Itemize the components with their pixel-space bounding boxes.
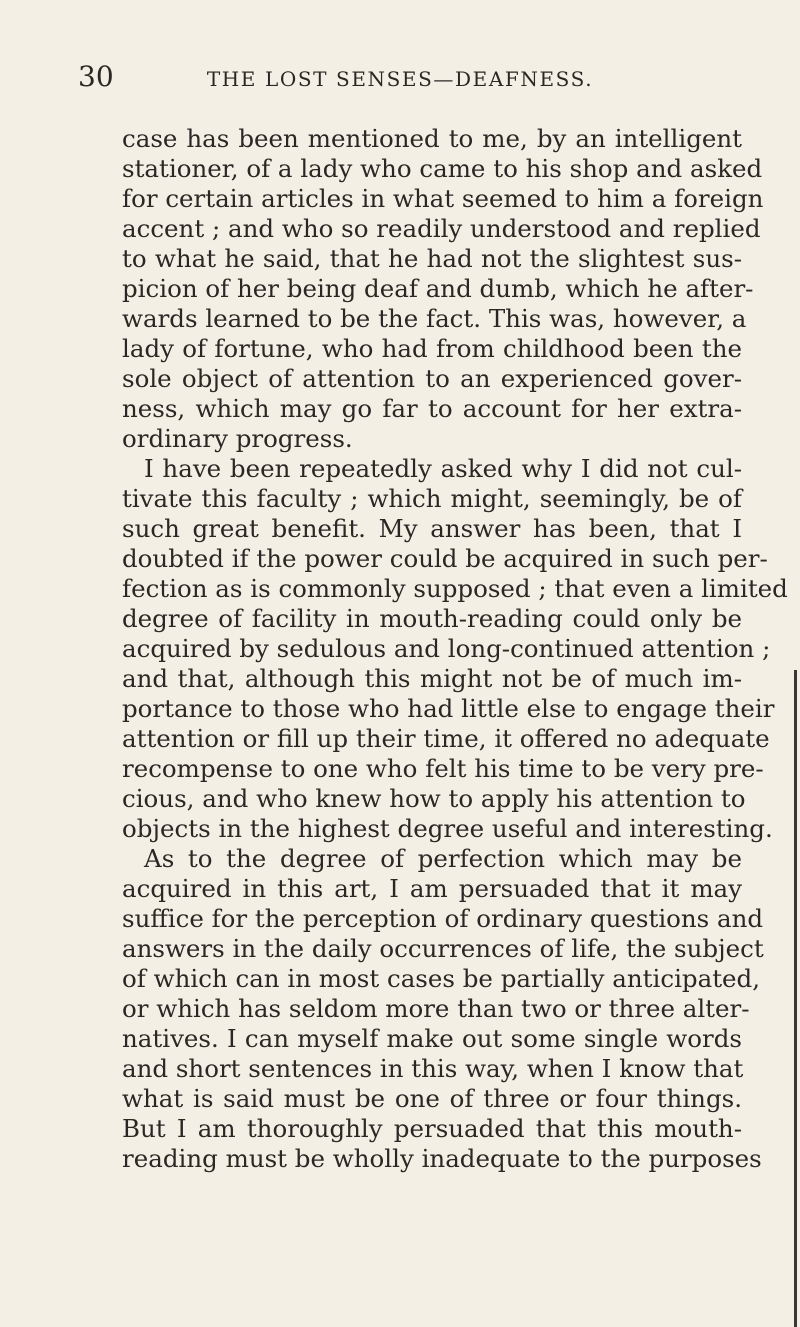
text-line: acquired by sedulous and long-continued attention ; bbox=[122, 634, 771, 663]
text-line: accent ; and who so readily understood and replied bbox=[122, 214, 761, 243]
text-line: for certain articles in what seemed to him a foreign bbox=[122, 184, 764, 213]
text-line: ness, which may go far to account for her extra- bbox=[122, 394, 742, 423]
text-line: case has been mentioned to me, by an intelligent bbox=[122, 124, 742, 153]
text-line: of which can in most cases be partially anticipated, bbox=[122, 964, 761, 993]
text-line: suffice for the perception of ordinary questions and bbox=[122, 904, 764, 933]
text-line: stationer, of a lady who came to his shop and asked bbox=[122, 154, 763, 183]
running-head: THE LOST SENSES—DEAFNESS. bbox=[206, 67, 594, 91]
text-line: ordinary progress. bbox=[122, 424, 353, 453]
text-line: cious, and who knew how to apply his attention to bbox=[122, 784, 746, 813]
page-edge-shadow bbox=[794, 670, 797, 1327]
text-line: As to the degree of perfection which may be bbox=[144, 844, 742, 873]
text-line: and short sentences in this way, when I know that bbox=[122, 1054, 744, 1083]
text-line: objects in the highest degree useful and interesting. bbox=[122, 814, 773, 843]
text-line: sole object of attention to an experienced gover- bbox=[122, 364, 742, 393]
text-line: lady of fortune, who had from childhood been the bbox=[122, 334, 742, 363]
text-line: But I am thoroughly persuaded that this mouth- bbox=[122, 1114, 742, 1143]
text-line: tivate this faculty ; which might, seemingly, be of bbox=[122, 484, 742, 513]
text-line: degree of facility in mouth-reading could only be bbox=[122, 604, 742, 633]
text-line: recompense to one who felt his time to be very pre- bbox=[122, 754, 764, 783]
text-line: what is said must be one of three or four things. bbox=[122, 1084, 742, 1113]
text-line: fection as is commonly supposed ; that even a limited bbox=[122, 574, 788, 603]
text-line: doubted if the power could be acquired in such per- bbox=[122, 544, 768, 573]
body-text bbox=[122, 124, 788, 1174]
text-line: or which has seldom more than two or three alter- bbox=[122, 994, 750, 1023]
text-line: wards learned to be the fact. This was, however, a bbox=[122, 304, 747, 333]
page-header bbox=[0, 57, 800, 97]
text-line: I have been repeatedly asked why I did not cul- bbox=[144, 454, 742, 483]
text-line: and that, although this might not be of much im- bbox=[122, 664, 742, 693]
text-line: attention or fill up their time, it offered no adequate bbox=[122, 724, 770, 753]
text-line: picion of her being deaf and dumb, which he after- bbox=[122, 274, 754, 303]
text-line: acquired in this art, I am persuaded that it may bbox=[122, 874, 742, 903]
text-line: portance to those who had little else to engage their bbox=[122, 694, 775, 723]
text-line: to what he said, that he had not the slightest sus- bbox=[122, 244, 742, 273]
text-line: reading must be wholly inadequate to the purposes bbox=[122, 1144, 762, 1173]
page-number: 30 bbox=[78, 60, 114, 93]
text-line: natives. I can myself make out some single words bbox=[122, 1024, 742, 1053]
text-line: such great benefit. My answer has been, that I bbox=[122, 514, 742, 543]
text-line: answers in the daily occurrences of life, the subject bbox=[122, 934, 764, 963]
